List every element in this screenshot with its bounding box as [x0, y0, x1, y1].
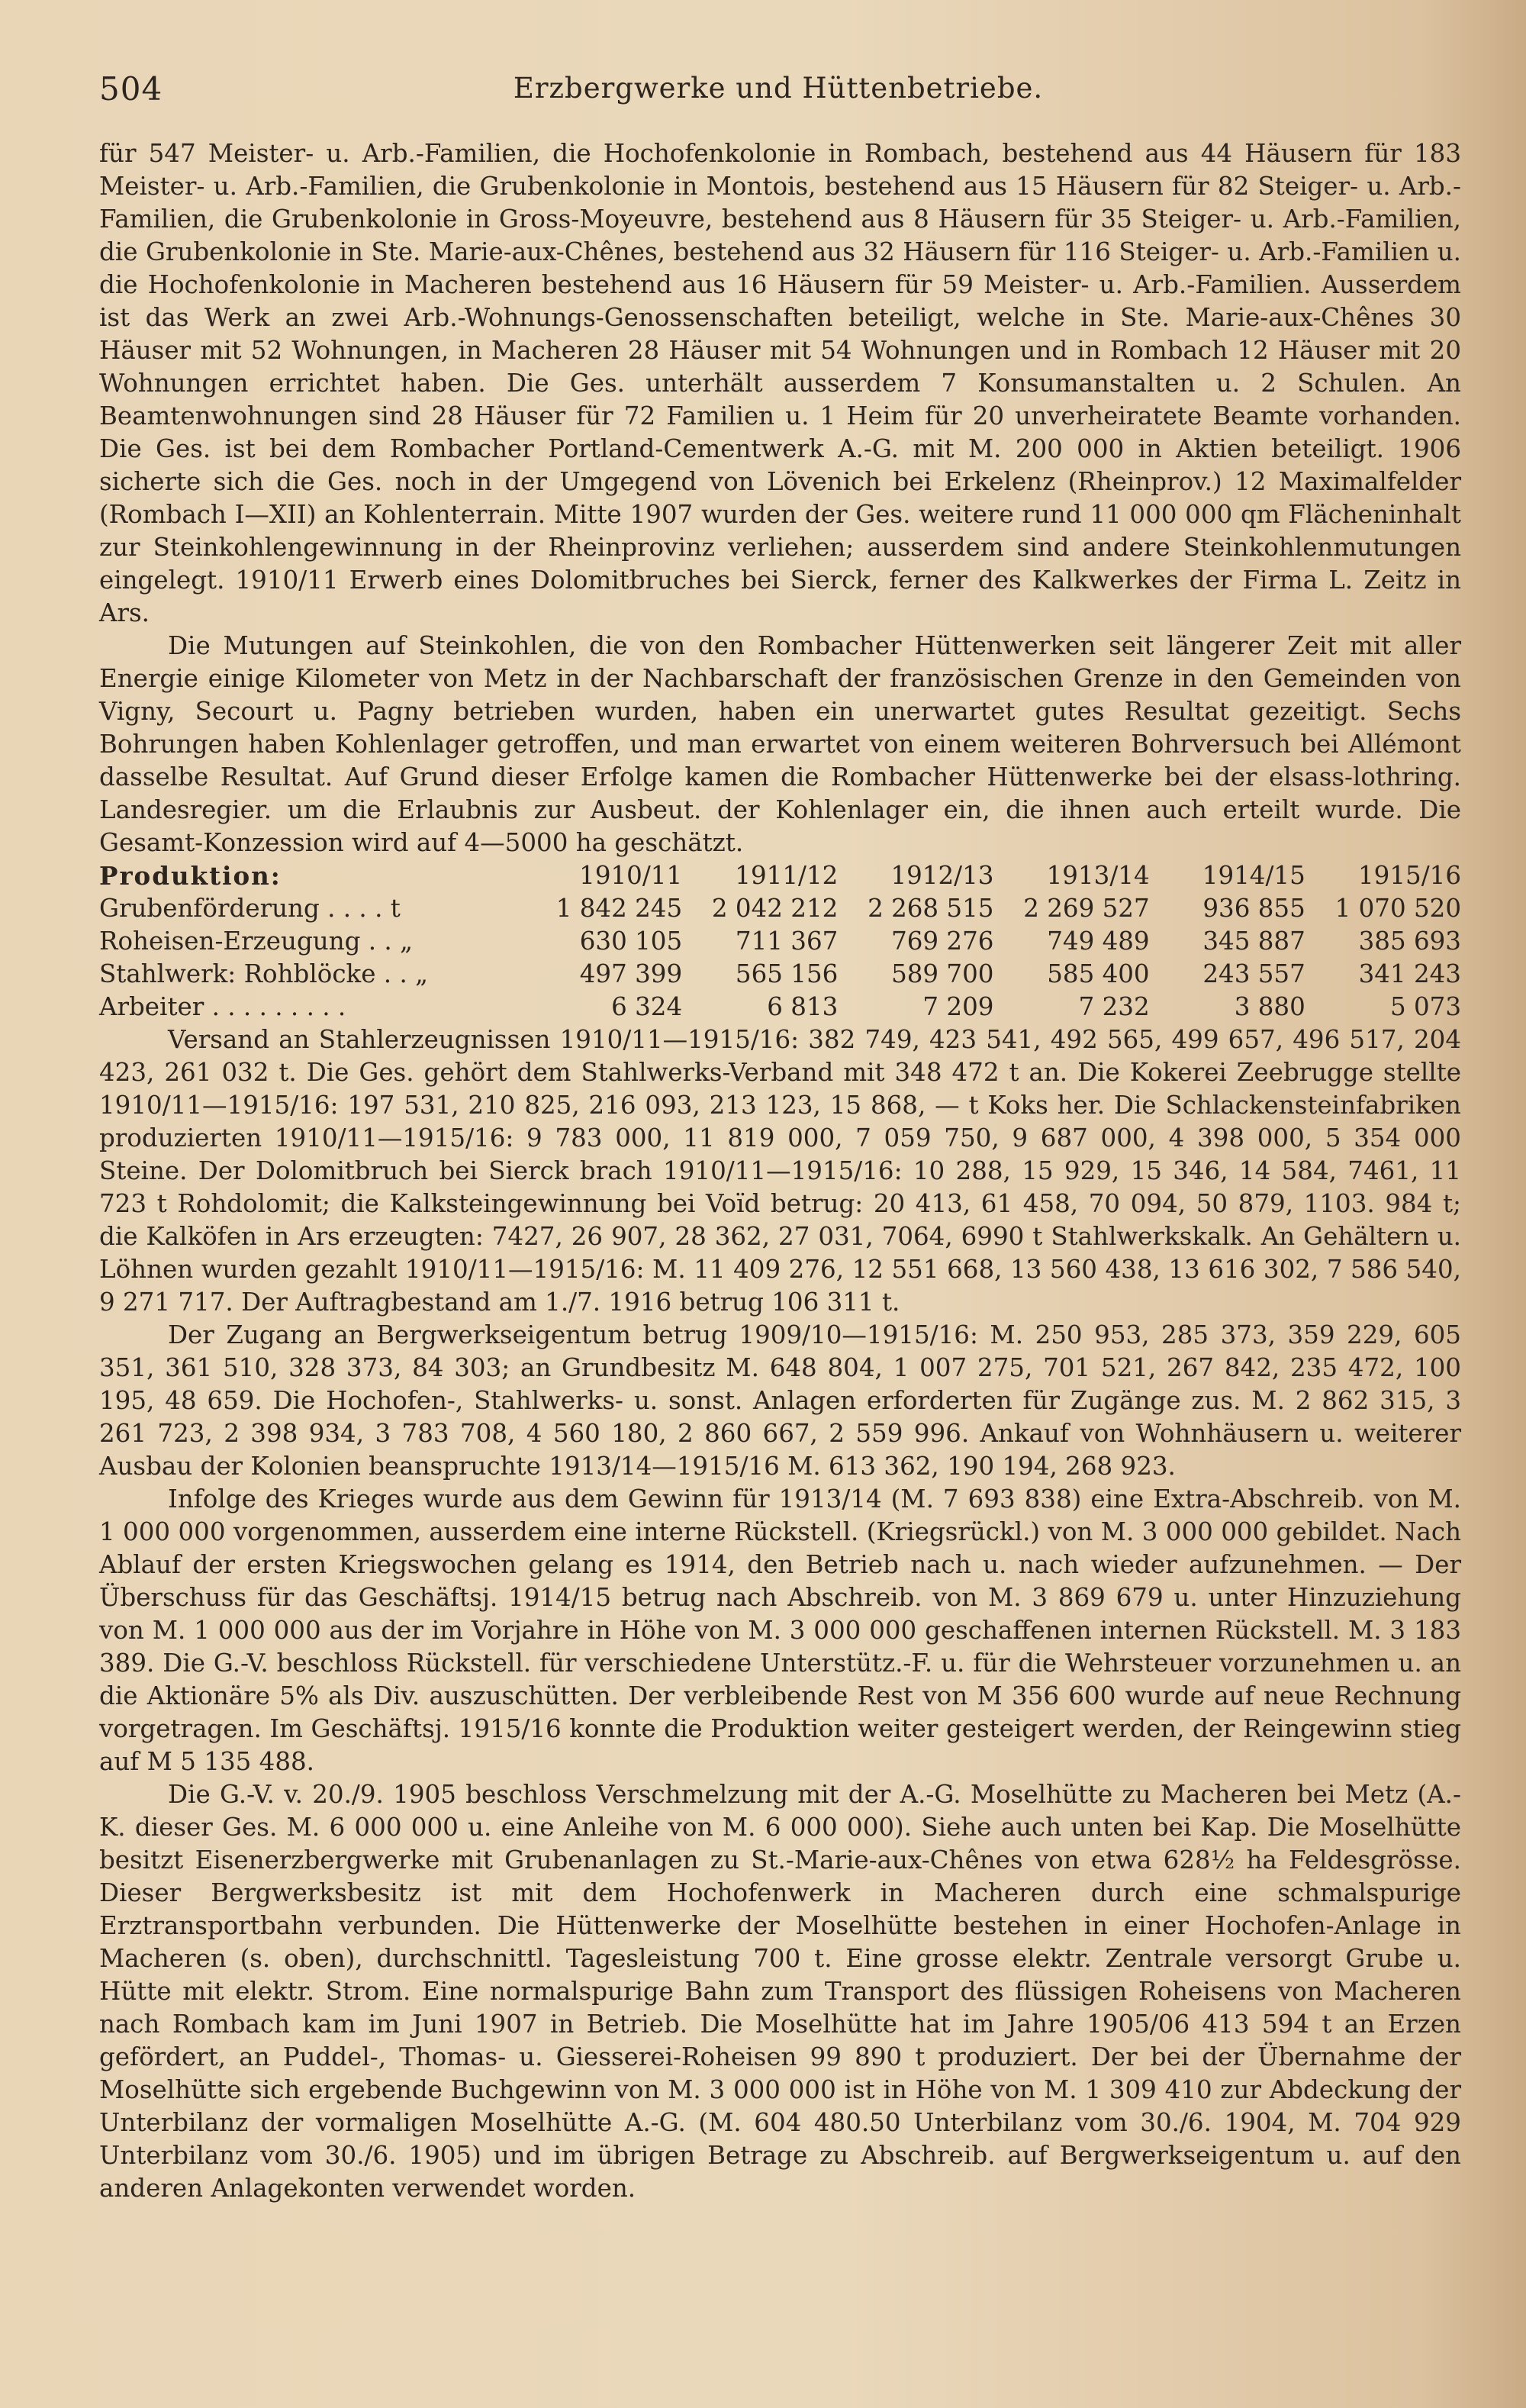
table-cell: Grubenförderung . . . . t — [99, 894, 401, 923]
table-cell: 585 400 — [1047, 959, 1150, 988]
table-cell: 1 070 520 — [1334, 894, 1461, 923]
table-cell: 630 105 — [579, 927, 683, 956]
table-cell: 497 399 — [579, 959, 683, 988]
page-header — [99, 70, 1457, 113]
table-cell: 6 813 — [767, 992, 839, 1021]
table-cell: 769 276 — [891, 927, 994, 956]
running-title: Erzbergwerke und Hüttenbetriebe. — [513, 72, 1044, 105]
table-header-cell: Produktion: — [99, 861, 282, 891]
table-cell: 385 693 — [1358, 927, 1461, 956]
table-header-cell: 1912/13 — [890, 861, 994, 890]
table-header-cell: 1911/12 — [735, 861, 839, 890]
table-cell: 711 367 — [735, 927, 839, 956]
table-cell: 589 700 — [891, 959, 994, 988]
table-cell: 2 042 212 — [711, 894, 839, 923]
table-cell: 243 557 — [1202, 959, 1305, 988]
table-row — [99, 925, 1461, 958]
table-cell: 5 073 — [1389, 992, 1461, 1021]
paragraph: Die Mutungen auf Steinkohlen, die von den Rombacher Hüttenwerken seit längerer Zeit mit aller Energie einige Kilometer von Metz in der Nachbarschaft der französischen Grenze in den Gemeinden von Vigny, Secourt u. Pagny betrieben wurden, haben ein unerwartet gutes Resultat gezeitigt. Sechs Bohrungen haben Kohlenlager getroffen, und man erwartet von einem weiteren Bohrversuch bei Allémont dasselbe Resultat. Auf Grund dieser Erfolge kamen die Rombacher Hüttenwerke bei der elsass-lothring. Landesregier. um die Erlaubnis zur Ausbeut. der Kohlenlager ein, die ihnen auch erteilt wurde. Die Gesamt-Konzession wird auf 4—5000 ha geschätzt. — [99, 631, 1461, 857]
table-cell: 7 232 — [1078, 992, 1150, 1021]
table-cell: 2 268 515 — [868, 894, 994, 923]
table-cell: 7 209 — [922, 992, 994, 1021]
table-cell: 341 243 — [1358, 959, 1461, 988]
production-table — [99, 859, 1461, 1023]
production-table-header — [99, 859, 1461, 892]
table-cell: 3 880 — [1234, 992, 1305, 1021]
table-row — [99, 892, 1461, 925]
table-cell: 345 887 — [1202, 927, 1305, 956]
table-header-cell: 1913/14 — [1046, 861, 1150, 890]
table-cell: 1 842 245 — [555, 894, 683, 923]
table-cell: Arbeiter . . . . . . . . . — [99, 992, 346, 1021]
table-cell: 936 855 — [1202, 894, 1305, 923]
paragraph: Infolge des Krieges wurde aus dem Gewinn für 1913/14 (M. 7 693 838) eine Extra-Abschreib. von M. 1 000 000 vorgenommen, ausserdem eine interne Rückstell. (Kriegsrückl.) von M. 3 000 000 gebildet. Nach Ablauf der ersten Kriegswochen gelang es 1914, den Betrieb nach u. nach wieder aufzunehmen. — Der Überschuss für das Geschäftsj. 1914/15 betrug nach Abschreib. von M. 3 869 679 u. unter Hinzuziehung von M. 1 000 000 aus der im Vorjahre in Höhe von M. 3 000 000 geschaffenen internen Rückstell. M. 3 183 389. Die G.-V. beschloss Rückstell. für verschiedene Unterstütz.-F. u. für die Wehrsteuer vorzunehmen u. an die Aktionäre 5% als Div. auszuschütten. Der verbleibende Rest von M 356 600 wurde auf neue Rechnung vorgetragen. Im Geschäftsj. 1915/16 konnte die Produktion weiter gesteigert werden, der Reingewinn stieg auf M 5 135 488. — [99, 1484, 1461, 1776]
table-cell: 2 269 527 — [1023, 894, 1150, 923]
table-cell: Stahlwerk: Rohblöcke . . „ — [99, 959, 428, 988]
page-number: 504 — [99, 70, 163, 108]
table-row — [99, 991, 1461, 1023]
table-header-cell: 1915/16 — [1357, 861, 1461, 890]
table-cell: 749 489 — [1047, 927, 1150, 956]
paragraph: Der Zugang an Bergwerkseigentum betrug 1909/10—1915/16: M. 250 953, 285 373, 359 229, 605 351, 361 510, 328 373, 84 303; an Grundbesitz M. 648 804, 1 007 275, 701 521, 267 842, 235 472, 100 195, 48 659. Die Hochofen-, Stahlwerks- u. sonst. Anlagen erforderten für Zugänge zus. M. 2 862 315, 3 261 723, 2 398 934, 3 783 708, 4 560 180, 2 860 667, 2 559 996. Ankauf von Wohnhäusern u. weiterer Ausbau der Kolonien beanspruchte 1913/14—1915/16 M. 613 362, 190 194, 268 923. — [99, 1320, 1461, 1481]
paragraph: Die G.-V. v. 20./9. 1905 beschloss Verschmelzung mit der A.-G. Moselhütte zu Macheren bei Metz (A.-K. dieser Ges. M. 6 000 000 u. eine Anleihe von M. 6 000 000). Siehe auch unten bei Kap. Die Moselhütte besitzt Eisenerzbergwerke mit Grubenanlagen zu St.-Marie-aux-Chênes von etwa 628½ ha Feldesgrösse. Dieser Bergwerksbesitz ist mit dem Hochofenwerk in Macheren durch eine schmalspurige Erztransportbahn verbunden. Die Hüttenwerke der Moselhütte bestehen in einer Hochofen-Anlage in Macheren (s. oben), durchschnittl. Tagesleistung 700 t. Eine grosse elektr. Zentrale versorgt Grube u. Hütte mit elektr. Strom. Eine normalspurige Bahn zum Transport des flüssigen Roheisens von Macheren nach Rombach kam im Juni 1907 in Betrieb. Die Moselhütte hat im Jahre 1905/06 413 594 t an Erzen gefördert, an Puddel-, Thomas- u. Giesserei-Roheisen 99 890 t produziert. Der bei der Übernahme der Moselhütte sich ergebende Buchgewinn von M. 3 000 000 ist in Höhe von M. 1 309 410 zur Abdeckung der Unterbilanz der vormaligen Moselhütte A.-G. (M. 604 480.50 Unterbilanz vom 30./6. 1904, M. 704 929 Unterbilanz vom 30./6. 1905) und im übrigen Betrage zu Abschreib. auf Bergwerkseigentum u. auf den anderen Anlagekonten verwendet worden. — [99, 1780, 1461, 2203]
paragraph: für 547 Meister- u. Arb.-Familien, die Hochofenkolonie in Rombach, bestehend aus 44 Häusern für 183 Meister- u. Arb.-Familien, die Grubenkolonie in Montois, bestehend aus 15 Häusern für 82 Steiger- u. Arb.-Familien, die Grubenkolonie in Gross-Moyeuvre, bestehend aus 8 Häusern für 35 Steiger- u. Arb.-Familien, die Grubenkolonie in Ste. Marie-aux-Chênes, bestehend aus 32 Häusern für 116 Steiger- u. Arb.-Familien u. die Hochofenkolonie in Macheren bestehend aus 16 Häusern für 59 Meister- u. Arb.-Familien. Ausserdem ist das Werk an zwei Arb.-Wohnungs-Genossenschaften beteiligt, welche in Ste. Marie-aux-Chênes 30 Häuser mit 52 Wohnungen, in Macheren 28 Häuser mit 54 Wohnungen und in Rombach 12 Häuser mit 20 Wohnungen errichtet haben. Die Ges. unterhält ausserdem 7 Konsumanstalten u. 2 Schulen. An Beamtenwohnungen sind 28 Häuser für 72 Familien u. 1 Heim für 20 unverheiratete Beamte vorhanden. Die Ges. ist bei dem Rombacher Portland-Cementwerk A.-G. mit M. 200 000 in Aktien beteiligt. 1906 sicherte sich die Ges. noch in der Umgegend von Lövenich bei Erkelenz (Rheinprov.) 12 Maximalfelder (Rombach I—XII) an Kohlenterrain. Mitte 1907 wurden der Ges. weitere rund 11 000 000 qm Flächeninhalt zur Steinkohlengewinnung in der Rheinprovinz verliehen; ausserdem sind andere Steinkohlenmutungen eingelegt. 1910/11 Erwerb eines Dolomitbruches bei Sierck, ferner des Kalkwerkes der Firma L. Zeitz in Ars. — [99, 139, 1461, 627]
table-cell: 565 156 — [735, 959, 839, 988]
table-header-cell: 1910/11 — [579, 861, 683, 890]
table-cell: 6 324 — [611, 992, 683, 1021]
paragraph: Versand an Stahlerzeugnissen 1910/11—1915/16: 382 749, 423 541, 492 565, 499 657, 496 517, 204 423, 261 032 t. Die Ges. gehört dem Stahlwerks-Verband mit 348 472 t an. Die Kokerei Zeebrugge stellte 1910/11—1915/16: 197 531, 210 825, 216 093, 213 123, 15 868, — t Koks her. Die Schlackensteinfabriken produzierten 1910/11—1915/16: 9 783 000, 11 819 000, 7 059 750, 9 687 000, 4 398 000, 5 354 000 Steine. Der Dolomitbruch bei Sierck brach 1910/11—1915/16: 10 288, 15 929, 15 346, 14 584, 7461, 11 723 t Rohdolomit; die Kalksteingewinnung bei Voïd betrug: 20 413, 61 458, 70 094, 50 879, 1103. 984 t; die Kalköfen in Ars erzeugten: 7427, 26 907, 28 362, 27 031, 7064, 6990 t Stahlwerkskalk. An Gehältern u. Löhnen wurden gezahlt 1910/11—1915/16: M. 11 409 276, 12 551 668, 13 560 438, 13 616 302, 7 586 540, 9 271 717. Der Auftragbestand am 1./7. 1916 betrug 106 311 t. — [99, 1025, 1461, 1317]
table-header-cell: 1914/15 — [1202, 861, 1305, 890]
table-cell: Roheisen-Erzeugung . . „ — [99, 927, 413, 956]
table-row — [99, 958, 1461, 991]
body-text — [99, 137, 1461, 2205]
